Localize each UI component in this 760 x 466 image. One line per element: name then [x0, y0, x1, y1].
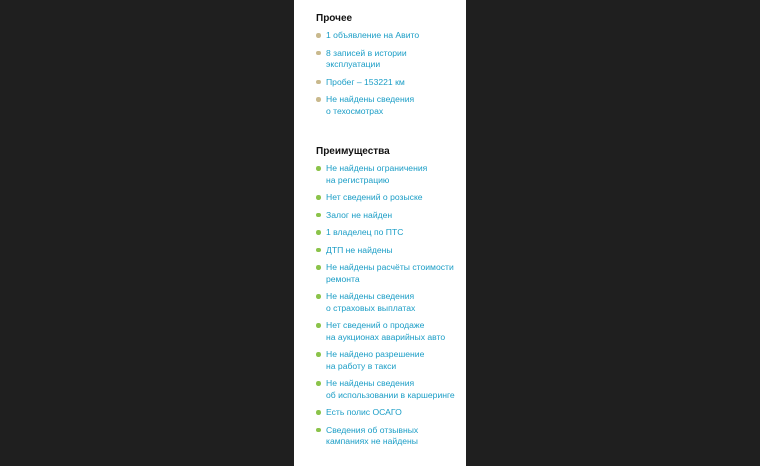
list-item[interactable]	[316, 407, 460, 419]
bullet-dot-icon	[316, 33, 321, 38]
list-item[interactable]	[316, 349, 460, 372]
list-item[interactable]	[316, 77, 460, 89]
list-item-text: Есть полис ОСАГО	[326, 407, 402, 417]
list-item-text: 1 объявление на Авито	[326, 30, 420, 40]
list-item-text: Не найдены сведения о страховых выплатах	[326, 291, 416, 313]
list-item-text: Не найдены расчёты стоимости ремонта	[326, 262, 454, 284]
bullet-dot-icon	[316, 166, 321, 171]
list-item[interactable]	[316, 94, 460, 117]
list-item-text: Не найдены ограничения на регистрацию	[326, 163, 428, 185]
bullet-dot-icon	[316, 248, 321, 253]
list-item[interactable]	[316, 378, 460, 401]
list-item-text: Не найдено разрешение на работу в такси	[326, 349, 425, 371]
list-item-text: ДТП не найдены	[326, 244, 393, 255]
list-item[interactable]	[316, 48, 460, 71]
bullet-dot-icon	[316, 381, 321, 386]
bullet-dot-icon	[316, 80, 321, 85]
advantages-section-title: Преимущества	[316, 146, 390, 157]
list-item-text: Нет сведений о розыске	[326, 192, 423, 202]
list-item-text: Не найдены сведения о техосмотрах	[326, 94, 415, 116]
other-list	[316, 30, 460, 117]
list-item-text: 1 владелец по ПТС	[326, 227, 404, 237]
bullet-dot-icon	[316, 195, 321, 200]
list-item[interactable]	[316, 262, 460, 285]
bullet-dot-icon	[316, 352, 321, 357]
bullet-dot-icon	[316, 97, 321, 102]
list-item-text: Пробег – 153221 км	[326, 76, 405, 87]
bullet-dot-icon	[316, 265, 321, 270]
list-item[interactable]	[316, 425, 460, 448]
bullet-dot-icon	[316, 294, 321, 299]
list-item-text: 8 записей в истории эксплуатации	[326, 47, 407, 69]
list-item[interactable]	[316, 227, 460, 239]
list-item[interactable]	[316, 192, 460, 204]
list-item-text: Залог не найден	[326, 209, 393, 220]
other-section-title: Прочее	[316, 13, 353, 24]
list-item-text: Сведения об отзывных кампаниях не найдены	[326, 424, 419, 446]
bullet-dot-icon	[316, 323, 321, 328]
advantages-list	[316, 163, 460, 448]
bullet-dot-icon	[316, 230, 321, 235]
bullet-dot-icon	[316, 410, 321, 415]
list-item[interactable]	[316, 210, 460, 222]
list-item[interactable]	[316, 320, 460, 343]
list-item[interactable]	[316, 245, 460, 257]
bullet-dot-icon	[316, 428, 321, 433]
report-panel	[294, 0, 466, 466]
list-item-text: Нет сведений о продаже на аукционах аварийных авто	[326, 320, 446, 342]
list-item[interactable]	[316, 163, 460, 186]
other-section	[316, 13, 460, 123]
list-item[interactable]	[316, 30, 460, 42]
advantages-section	[316, 146, 460, 454]
list-item[interactable]	[316, 291, 460, 314]
bullet-dot-icon	[316, 51, 321, 56]
list-item-text: Не найдены сведения об использовании в каршеринге	[326, 378, 455, 400]
bullet-dot-icon	[316, 213, 321, 218]
